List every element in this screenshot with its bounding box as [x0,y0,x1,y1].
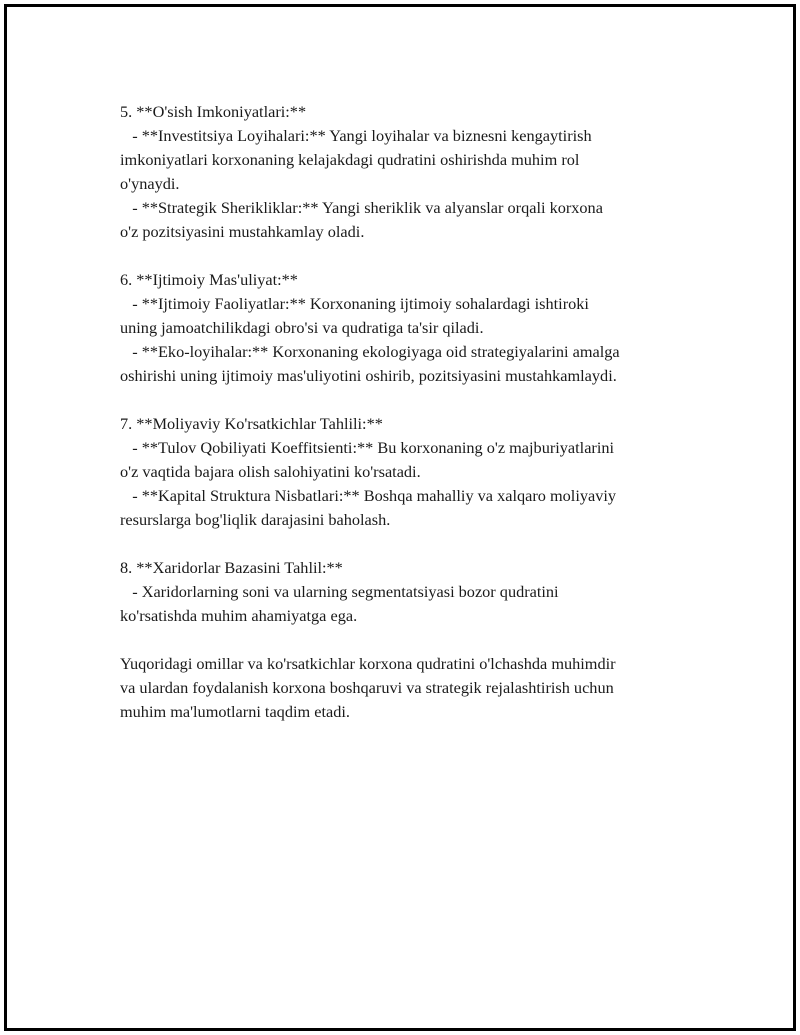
text-line: resurslarga bog'liqlik darajasini baholash. [120,510,391,529]
text-line: uning jamoatchilikdagi obro'si va qudratiga ta'sir qiladi. [120,318,484,337]
text-line: - **Kapital Struktura Nisbatlari:** Boshqa mahalliy va xalqaro moliyaviy [120,486,617,505]
text-line: o'z pozitsiyasini mustahkamlay oladi. [120,222,365,241]
document-body [120,100,700,748]
conclusion-paragraph [120,652,700,724]
section-heading: 6. **Ijtimoiy Mas'uliyat:** [120,270,298,289]
section-heading: 5. **O'sish Imkoniyatlari:** [120,102,307,121]
text-line: o'ynaydi. [120,174,180,193]
text-line: va ulardan foydalanish korxona boshqaruvi va strategik rejalashtirish uchun [120,678,614,697]
section-growth-opportunities [120,100,700,244]
text-line: - **Strategik Sherikliklar:** Yangi sheriklik va alyanslar orqali korxona [120,198,603,217]
text-line: - **Investitsiya Loyihalari:** Yangi loyihalar va biznesni kengaytirish [120,126,592,145]
section-heading: 7. **Moliyaviy Ko'rsatkichlar Tahlili:** [120,414,383,433]
text-line: muhim ma'lumotlarni taqdim etadi. [120,702,350,721]
text-line: oshirishi uning ijtimoiy mas'uliyotini oshirib, pozitsiyasini mustahkamlaydi. [120,366,617,385]
text-line: o'z vaqtida bajara olish salohiyatini ko'rsatadi. [120,462,421,481]
section-customer-base [120,556,700,628]
text-line: - **Tulov Qobiliyati Koeffitsienti:** Bu korxonaning o'z majburiyatlarini [120,438,615,457]
section-financial-indicators [120,412,700,532]
text-line: - **Ijtimoiy Faoliyatlar:** Korxonaning ijtimoiy sohalardagi ishtiroki [120,294,589,313]
text-line: imkoniyatlari korxonaning kelajakdagi qudratini oshirishda muhim rol [120,150,580,169]
text-line: - **Eko-loyihalar:** Korxonaning ekologiyaga oid strategiyalarini amalga [120,342,620,361]
section-social-responsibility [120,268,700,388]
document-page [4,4,796,1031]
section-heading: 8. **Xaridorlar Bazasini Tahlil:** [120,558,343,577]
text-line: ko'rsatishda muhim ahamiyatga ega. [120,606,358,625]
text-line: - Xaridorlarning soni va ularning segmentatsiyasi bozor qudratini [120,582,559,601]
text-line: Yuqoridagi omillar va ko'rsatkichlar korxona qudratini o'lchashda muhimdir [120,654,616,673]
